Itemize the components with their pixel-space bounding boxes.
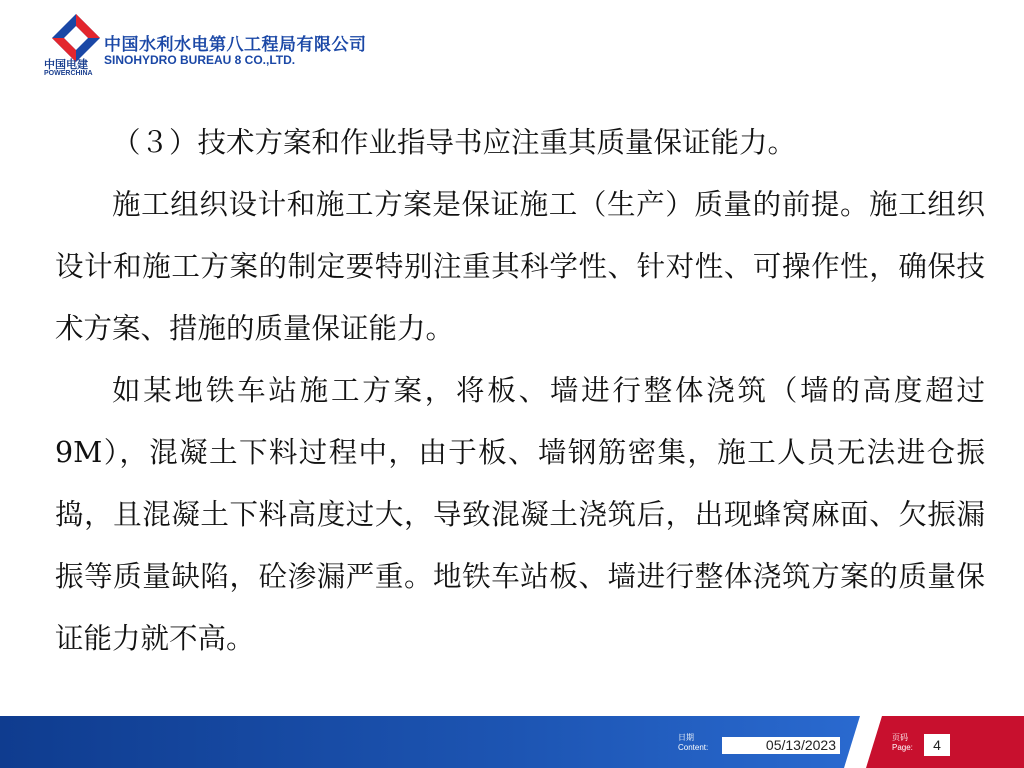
paragraph-heading: （３）技术方案和作业指导书应注重其质量保证能力。	[112, 126, 797, 159]
slide-body	[55, 112, 985, 670]
date-label-en: Content:	[678, 743, 709, 752]
logo-cn-name: 中国电建	[44, 58, 88, 71]
date-value: 05/13/2023	[722, 737, 840, 754]
footer-background	[0, 716, 1024, 768]
company-name-en: SINOHYDRO BUREAU 8 CO.,LTD.	[104, 53, 296, 67]
page-number: 4	[924, 734, 950, 756]
page-label-cn: 页码	[892, 733, 908, 742]
footer-band	[0, 716, 1024, 768]
company-name-cn: 中国水利水电第八工程局有限公司	[104, 35, 367, 55]
logo-en-name: POWERCHINA	[44, 70, 93, 77]
header	[0, 0, 1024, 100]
page-label-en: Page:	[892, 743, 913, 752]
paragraph-2: 施工组织设计和施工方案是保证施工（生产）质量的前提。施工组织设计和施工方案的制定要特别注重其科学性、针对性、可操作性，确保技术方案、措施的质量保证能力。	[55, 188, 985, 345]
paragraph-3: 如某地铁车站施工方案，将板、墙进行整体浇筑（墙的高度超过 9M），混凝土下料过程中，由于板、墙钢筋密集，施工人员无法进仓振捣，且混凝土下料高度过大，导致混凝土浇筑后，出现蜂窝麻面、欠振漏振等质量缺陷，砼渗漏严重。地铁车站板、墙进行整体浇筑方案的质量保证能力就不高。	[55, 374, 985, 655]
date-label-cn: 日期	[678, 733, 694, 742]
